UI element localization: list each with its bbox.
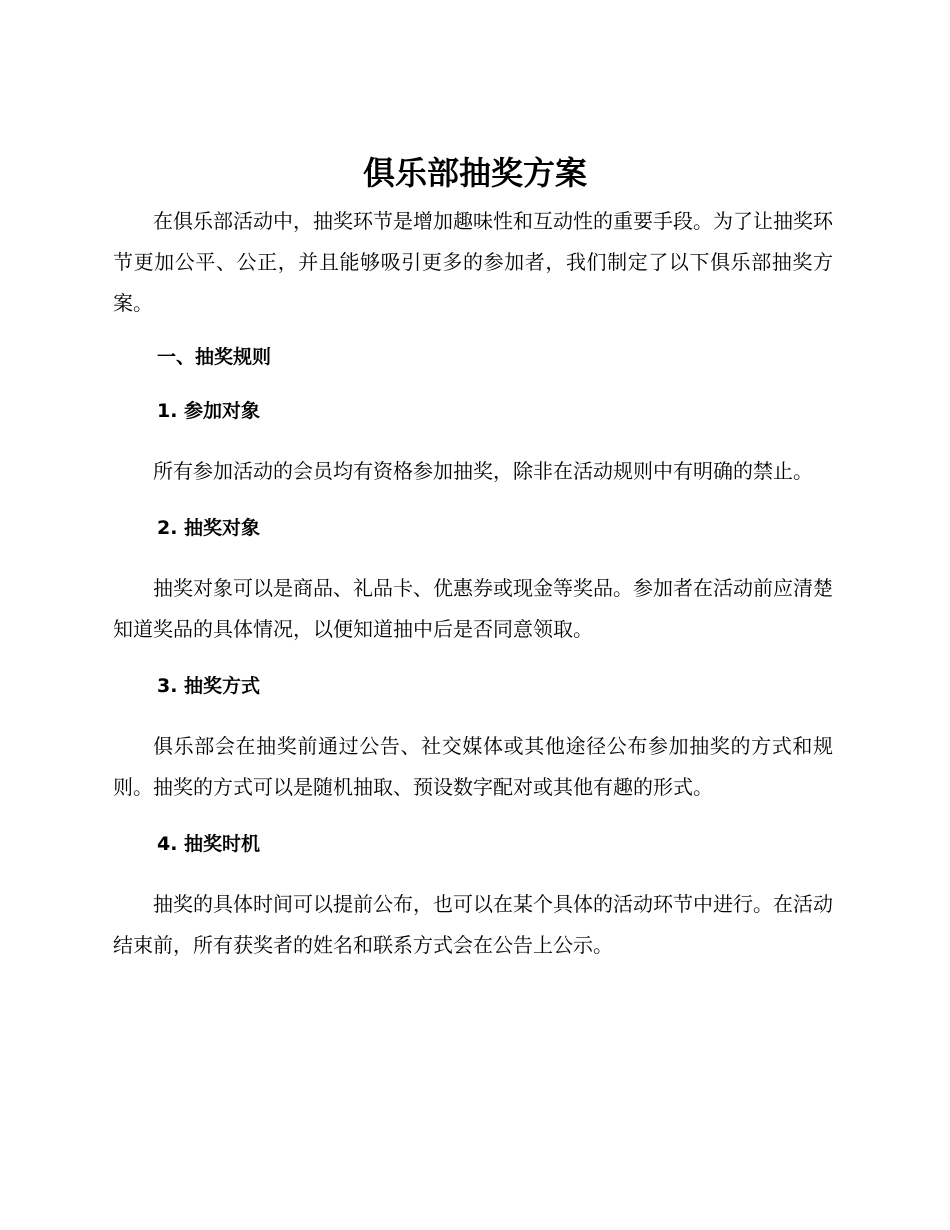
item-heading-1: 1. 参加对象 — [157, 400, 261, 422]
item-paragraph-3: 俱乐部会在抽奖前通过公告、社交媒体或其他途径公布参加抽奖的方式和规则。抽奖的方式可以是随机抽取、预设数字配对或其他有趣的形式。 — [113, 734, 833, 799]
section-heading: 一、抽奖规则 — [157, 346, 272, 368]
page-title: 俱乐部抽奖方案 — [362, 154, 587, 192]
item-heading-2: 2. 抽奖对象 — [157, 517, 261, 539]
item-heading-4: 4. 抽奖时机 — [157, 833, 261, 855]
document-body — [113, 201, 833, 966]
item-paragraph-2: 抽奖对象可以是商品、礼品卡、优惠券或现金等奖品。参加者在活动前应清楚知道奖品的具体情况，以便知道抽中后是否同意领取。 — [113, 576, 833, 641]
intro-paragraph: 在俱乐部活动中，抽奖环节是增加趣味性和互动性的重要手段。为了让抽奖环节更加公平、公正，并且能够吸引更多的参加者，我们制定了以下俱乐部抽奖方案。 — [113, 209, 833, 315]
item-paragraph-1: 所有参加活动的会员均有资格参加抽奖，除非在活动规则中有明确的禁止。 — [153, 459, 813, 483]
item-paragraph-4: 抽奖的具体时间可以提前公布，也可以在某个具体的活动环节中进行。在活动结束前，所有获奖者的姓名和联系方式会在公告上公示。 — [113, 892, 833, 957]
item-heading-3: 3. 抽奖方式 — [157, 675, 261, 697]
